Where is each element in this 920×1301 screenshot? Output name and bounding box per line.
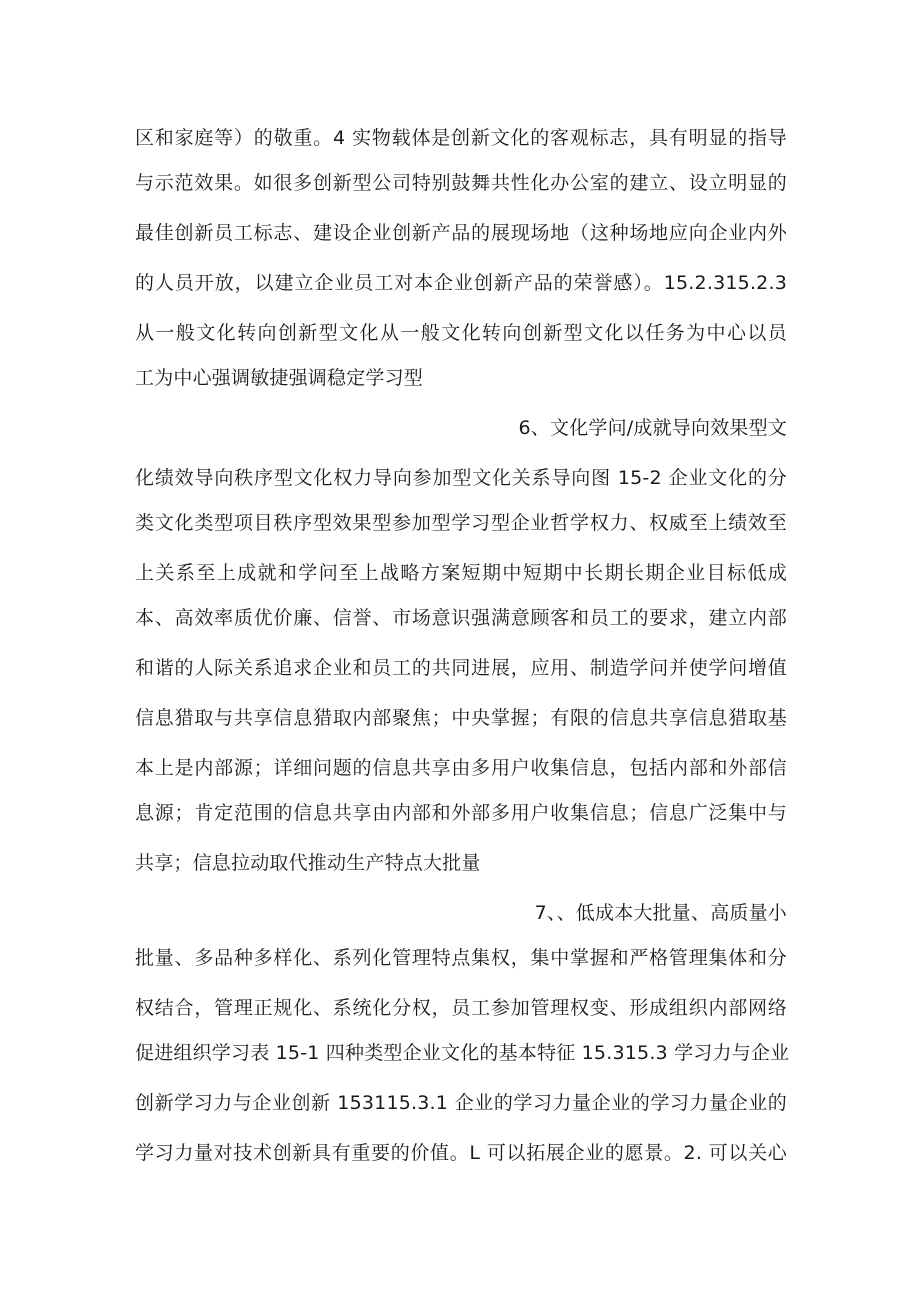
text-line: 批量、多品种多样化、系列化管理特点集权，集中掌握和严格管理集体和分	[135, 947, 787, 969]
text-line: 工为中心强调敏捷强调稳定学习型	[135, 367, 424, 389]
text-line: 7、、低成本大批量、高质量小	[534, 902, 787, 924]
text-line: 息源；肯定范围的信息共享由内部和外部多用户收集信息；信息广泛集中与	[135, 802, 787, 824]
text-line: 共享；信息拉动取代推动生产特点大批量	[135, 852, 481, 874]
text-line: 区和家庭等）的敬重。4 实物载体是创新文化的客观标志，具有明显的指导	[135, 127, 787, 149]
text-line: 与示范效果。如很多创新型公司特别鼓舞共性化办公室的建立、设立明显的	[135, 172, 787, 194]
text-line: 化绩效导向秩序型文化权力导向参加型文化关系导向图 15-2 企业文化的分	[135, 467, 787, 489]
text-line: 本、高效率质优价廉、信誉、市场意识强满意顾客和员工的要求，建立内部	[135, 607, 787, 629]
text-line: 创新学习力与企业创新 153115.3.1 企业的学习力量企业的学习力量企业的	[135, 1092, 787, 1114]
text-line: 信息猎取与共享信息猎取内部聚焦；中央掌握；有限的信息共享信息猎取基	[135, 707, 787, 729]
text-line: 促进组织学习表 15-1 四种类型企业文化的基本特征 15.315.3 学习力与企业	[135, 1042, 790, 1064]
text-line: 学习力量对技术创新具有重要的价值。L 可以拓展企业的愿景。2. 可以关心	[135, 1142, 787, 1164]
text-line: 的人员开放，以建立企业员工对本企业创新产品的荣誉感）。15.2.315.2.3	[135, 272, 787, 294]
text-line: 和谐的人际关系追求企业和员工的共同进展，应用、制造学问并使学问增值	[135, 657, 787, 679]
text-line: 最佳创新员工标志、建设企业创新产品的展现场地（这种场地应向企业内外	[135, 222, 787, 244]
text-line: 上关系至上成就和学问至上战略方案短期中短期中长期长期企业目标低成	[135, 562, 787, 584]
text-line: 6、文化学问/成就导向效果型文	[518, 417, 787, 439]
text-line: 从一般文化转向创新型文化从一般文化转向创新型文化以任务为中心以员	[135, 322, 787, 344]
text-line: 权结合，管理正规化、系统化分权，员工参加管理权变、形成组织内部网络	[135, 997, 787, 1019]
text-line: 本上是内部源；详细问题的信息共享由多用户收集信息，包括内部和外部信	[135, 757, 787, 779]
text-line: 类文化类型项目秩序型效果型参加型学习型企业哲学权力、权威至上绩效至	[135, 512, 787, 534]
